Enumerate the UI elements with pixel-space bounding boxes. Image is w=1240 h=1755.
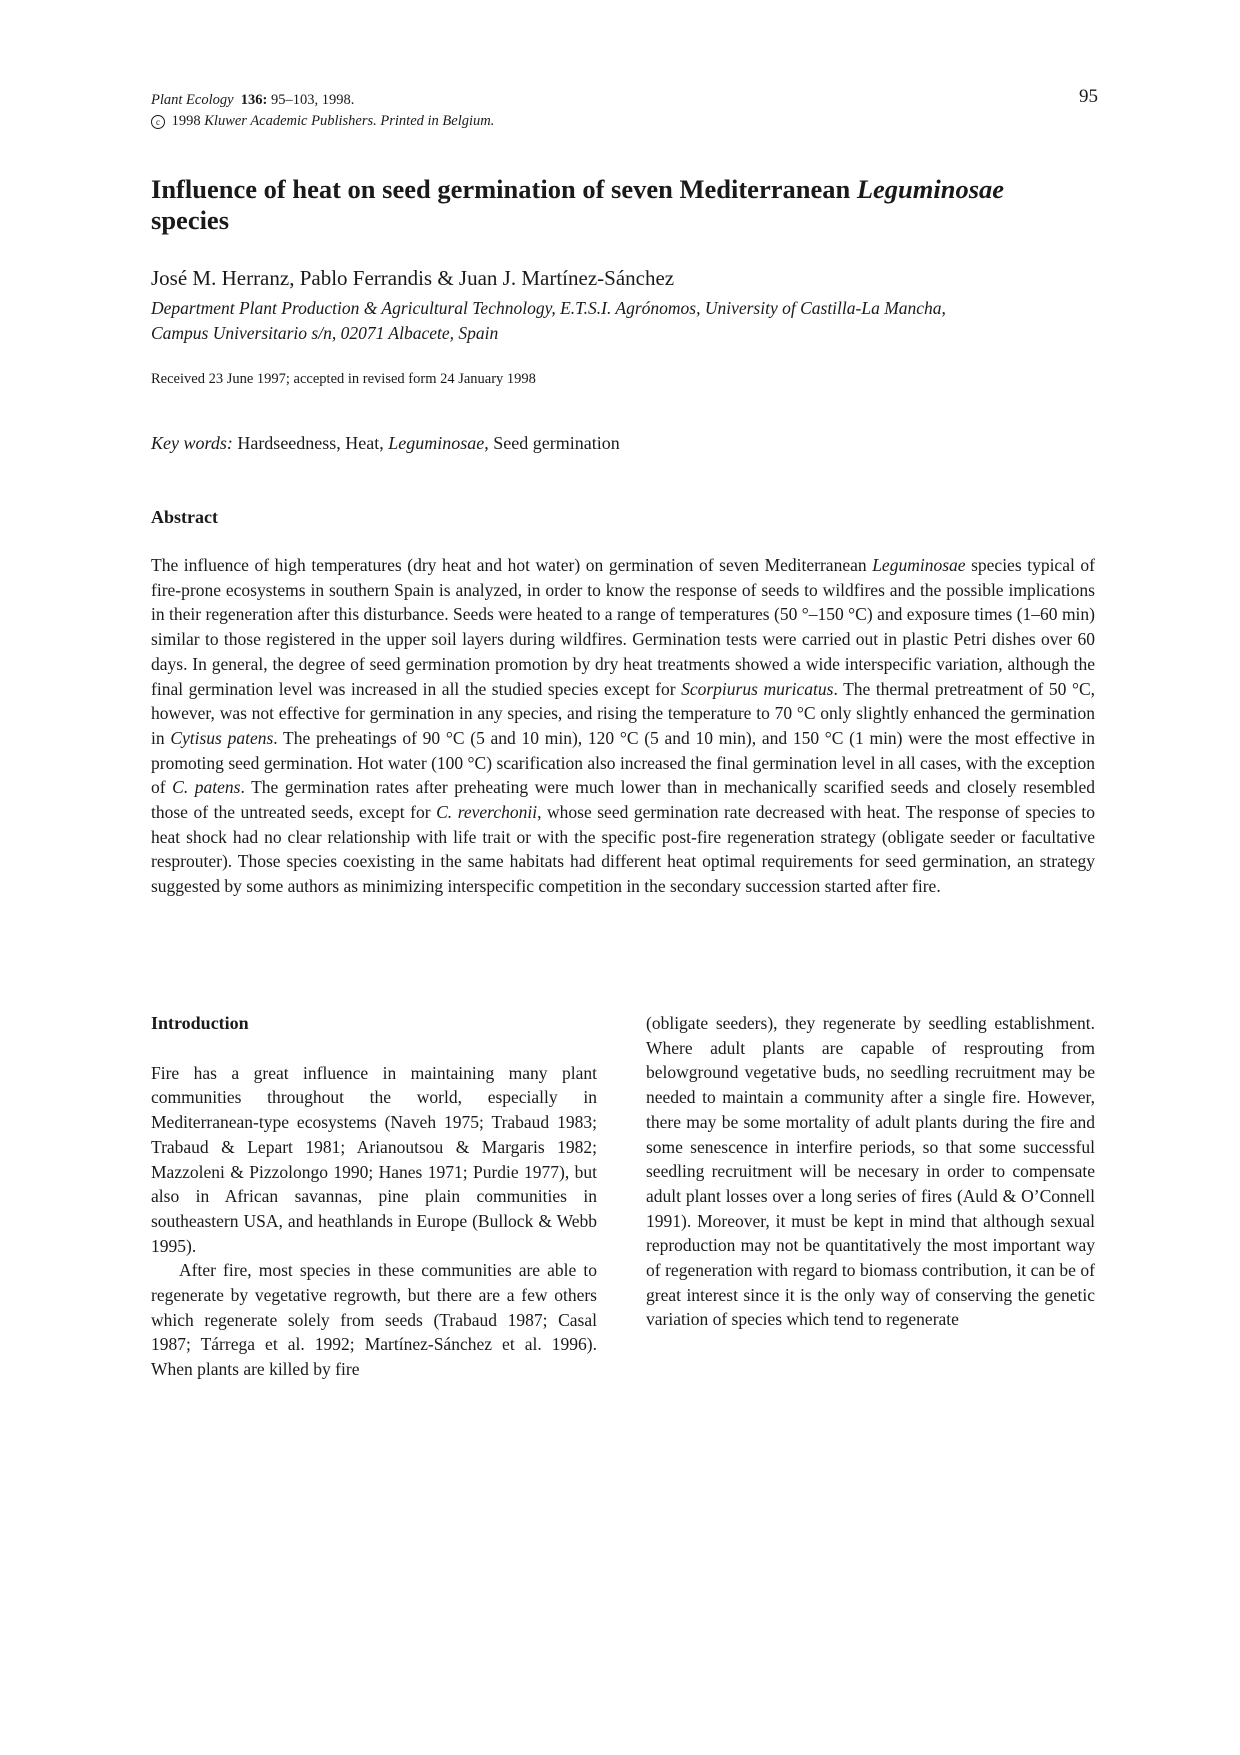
abstract-segment: . The germination rates after preheating were much lower than in mechanically scarified seeds and closely resembled those of the untreated seeds, except for (151, 777, 1095, 823)
introduction-heading: Introduction (151, 1013, 249, 1033)
journal-volume: 136: (240, 92, 268, 108)
authors: José M. Herranz, Pablo Ferrandis & Juan J. Martínez-Sánchez (151, 266, 675, 290)
abstract-segment: , whose seed germination rate decreased with heat. The response of species to heat shock had no clear relationship with life trait or with the specific post-fire regeneration strategy (obligate seeder or facultative resprouter). Those species coexisting in the same habitats had different heat optimal requirements for seed germination, an strategy suggested by some authors as minimizing interspecific competition in the secondary succession started after fire. (151, 802, 1095, 897)
affiliation (151, 296, 1111, 346)
abstract-text (151, 553, 1095, 899)
copyright-year: 1998 (168, 113, 205, 129)
publisher: Kluwer Academic Publishers. Printed in Belgium. (204, 113, 495, 129)
abstract-italic: Leguminosae (872, 555, 966, 575)
title-part-1: Influence of heat on seed germination of seven Mediterranean (151, 174, 857, 204)
affiliation-line-2: Campus Universitario s/n, 02071 Albacete, Spain (151, 323, 499, 343)
journal-line (151, 90, 494, 111)
abstract-segment: The influence of high temperatures (dry heat and hot water) on germination of seven Mediterranean (151, 555, 873, 575)
journal-name: Plant Ecology (151, 92, 234, 108)
keywords-part-2: , Seed germination (484, 433, 620, 453)
abstract-italic: C. reverchonii (436, 802, 538, 823)
right-column (646, 1011, 1095, 1332)
abstract-segment: . The thermal pretreatment of 50 °C, however, was not effective for germination in any species, and rising the temperature to 70 °C only slightly enhanced the germination in (151, 678, 1096, 748)
keywords (151, 433, 620, 454)
abstract-segment: species typical of fire-prone ecosystems in southern Spain is analyzed, in order to know the response of seeds to wildfires and the possible implications in their regeneration after this disturbance. Seeds were heated to a range of temperatures (50 °–150 °C) and exposure times (1–60 min) similar to those registered in the upper soil layers during wildfires. Germination tests were carried out in plastic Petri dishes over 60 days. In general, the degree of seed germination promotion by dry heat treatments showed a wide interspecific variation, although the final germination level was increased in all the studied species except for (151, 555, 1095, 699)
abstract-italic: C. patens (172, 777, 241, 798)
intro-paragraph-2: After fire, most species in these communities are able to regenerate by vegetative regrowth, but there are a few others which regenerate solely from seeds (Trabaud 1987; Casal 1987; Tárrega et al. 1992; Martínez-Sánchez et al. 1996). When plants are killed by fire (151, 1260, 597, 1380)
affiliation-line-1: Department Plant Production & Agricultural Technology, E.T.S.I. Agrónomos, University of Castilla-La Mancha, (151, 298, 946, 318)
title-part-2: species (151, 205, 230, 235)
keywords-part-1: Hardseedness, Heat, (232, 433, 389, 453)
keywords-italic: Leguminosae (388, 433, 485, 453)
title-italic: Leguminosae (856, 174, 1005, 204)
copyright-icon: c (151, 115, 165, 129)
page-number: 95 (1079, 86, 1098, 107)
journal-pages-year: 95–103, 1998. (267, 92, 355, 108)
copyright-line (151, 111, 494, 132)
intro-paragraph-3: (obligate seeders), they regenerate by seedling establishment. Where adult plants are capable of resprouting from belowground vegetative buds, no seedling recruitment may be needed to maintain a community after a single fire. However, there may be some mortality of adult plants during the fire and some senescence in interfire periods, so that some successful seedling recruitment will be necesary in order to compensate adult plant losses over a long series of fires (Auld & O’Connell 1991). Moreover, it must be kept in mind that although sexual reproduction may not be quantitatively the most important way of regeneration with regard to biomass contribution, it can be of great interest since it is the only way of conserving the genetic variation of species which tend to regenerate (646, 1013, 1095, 1330)
abstract-heading: Abstract (151, 507, 218, 527)
intro-paragraph-1: Fire has a great influence in maintaining many plant communities throughout the world, especially in Mediterranean-type ecosystems (Naveh 1975; Trabaud 1983; Trabaud & Lepart 1981; Arianoutsou & Margaris 1982; Mazzoleni & Pizzolongo 1990; Hanes 1971; Purdie 1977), but also in African savannas, pine plain communities in southeastern USA, and heathlands in Europe (Bullock & Webb 1995). (151, 1062, 597, 1256)
received-dates: Received 23 June 1997; accepted in revised form 24 January 1998 (151, 371, 536, 387)
journal-citation (151, 90, 494, 132)
keywords-label: Key words: (151, 433, 233, 453)
left-column (151, 1011, 597, 1382)
article-title (151, 174, 1111, 236)
abstract-italic: Scorpiurus muricatus (681, 678, 834, 699)
abstract-segment: . The preheatings of 90 °C (5 and 10 min), 120 °C (5 and 10 min), and 150 °C (1 min) were the most effective in promoting seed germination. Hot water (100 °C) scarification also increased the final germination level in all cases, with the exception of (151, 727, 1095, 798)
abstract-italic: Cytisus patens (170, 727, 274, 748)
